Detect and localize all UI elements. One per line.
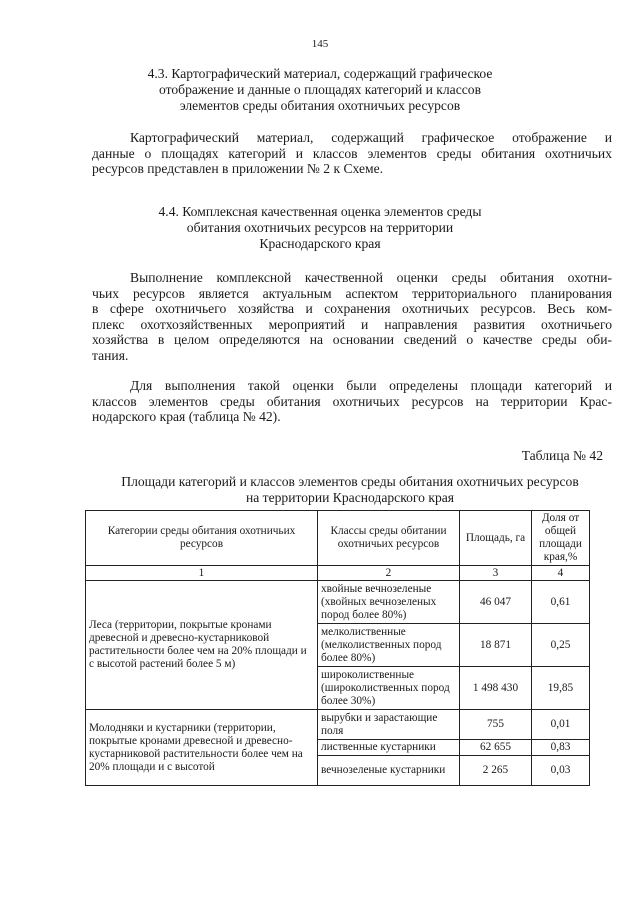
class-cell: хвойные вечнозеленые (хвойных вечнозеленых пород более 80%) <box>318 581 460 624</box>
table-row <box>86 581 590 624</box>
paragraph-line: в сфере охотничьего хозяйства и сохранения охотничьих ресурсов. Весь ком- <box>92 301 612 317</box>
paragraph-line: Для выполнения такой оценки были определены площади категорий и <box>130 378 612 393</box>
share-cell: 19,85 <box>532 667 590 710</box>
heading-line: 4.3. Картографический материал, содержащий графическое <box>147 66 493 81</box>
paragraph-line: хозяйства в целом определяются на основании сведений о качестве среды оби- <box>92 332 612 348</box>
habitat-area-table <box>85 510 590 786</box>
category-cell: Леса (территории, покрытые кронами древесной и древесно-кустарниковой растительности более чем на 20% площади и с высотой растений более 5 м) <box>86 581 318 710</box>
paragraph-line: Выполнение комплексной качественной оценки среды обитания охотни- <box>130 270 612 285</box>
table-title-line: на территории Краснодарского края <box>245 490 455 505</box>
table-title <box>70 474 630 506</box>
section-4-3-heading <box>0 66 640 114</box>
paragraph-line: Картографический материал, содержащий графическое отображение и <box>130 130 612 145</box>
area-cell: 46 047 <box>460 581 532 624</box>
column-number: 3 <box>460 566 532 581</box>
heading-line: отображение и данные о площадях категорий и классов <box>158 82 481 97</box>
heading-line: 4.4. Комплексная качественная оценка элементов среды <box>158 204 482 219</box>
table-label: Таблица № 42 <box>521 448 603 463</box>
table-row <box>86 710 590 740</box>
header-area: Площадь, га <box>460 511 532 566</box>
section-4-4-paragraph-2 <box>92 378 612 425</box>
section-4-4-paragraph-1 <box>92 270 612 364</box>
area-cell: 18 871 <box>460 624 532 667</box>
share-cell: 0,25 <box>532 624 590 667</box>
paragraph-line: классов элементов среды обитания охотничьих ресурсов на территории Крас- <box>92 393 612 409</box>
paragraph-line: нодарского края (таблица № 42). <box>92 409 281 425</box>
header-class: Классы среды обитании охотничьих ресурсов <box>318 511 460 566</box>
table-title-line: Площади категорий и классов элементов среды обитания охотничьих ресурсов <box>121 474 579 489</box>
paragraph-line: данные о площадях категорий и классов элементов среды обитания охотничьих <box>92 145 612 161</box>
section-4-4-heading <box>0 204 640 252</box>
category-cell: Молодняки и кустарники (территории, покрытые кронами древесной и древесно-кустарниковой растительности более чем на 20% площади и с высотой <box>86 710 318 786</box>
area-cell: 1 498 430 <box>460 667 532 710</box>
header-category: Категории среды обитания охотничьих ресурсов <box>86 511 318 566</box>
class-cell: мелколиственные (мелколиственных пород более 80%) <box>318 624 460 667</box>
class-cell: вырубки и зарастающие поля <box>318 710 460 740</box>
heading-line: элементов среды обитания охотничьих ресурсов <box>179 98 461 113</box>
column-number: 1 <box>86 566 318 581</box>
area-cell: 2 265 <box>460 756 532 786</box>
class-cell: лиственные кустарники <box>318 740 460 756</box>
paragraph-line: тания. <box>92 347 129 363</box>
class-cell: широколиственные (широколиственных пород более 30%) <box>318 667 460 710</box>
column-number: 4 <box>532 566 590 581</box>
column-number-row <box>86 566 590 581</box>
share-cell: 0,01 <box>532 710 590 740</box>
paragraph-line: чьих ресурсов является актуальным аспектом территориального планирования <box>92 285 612 301</box>
column-number: 2 <box>318 566 460 581</box>
page-number: 145 <box>311 38 329 50</box>
paragraph-line: ресурсов представлен в приложении № 2 к Схеме. <box>92 161 384 177</box>
table-header-row <box>86 511 590 566</box>
share-cell: 0,61 <box>532 581 590 624</box>
heading-line: Краснодарского края <box>259 236 381 251</box>
share-cell: 0,03 <box>532 756 590 786</box>
section-4-3-paragraph <box>92 130 612 177</box>
header-share: Доля от общей площади края,% <box>532 511 590 566</box>
area-cell: 62 655 <box>460 740 532 756</box>
area-cell: 755 <box>460 710 532 740</box>
share-cell: 0,83 <box>532 740 590 756</box>
class-cell: вечнозеленые кустарники <box>318 756 460 786</box>
heading-line: обитания охотничьих ресурсов на территории <box>186 220 454 235</box>
paragraph-line: плекс охотхозяйственных мероприятий и направления развития охотничьего <box>92 316 612 332</box>
